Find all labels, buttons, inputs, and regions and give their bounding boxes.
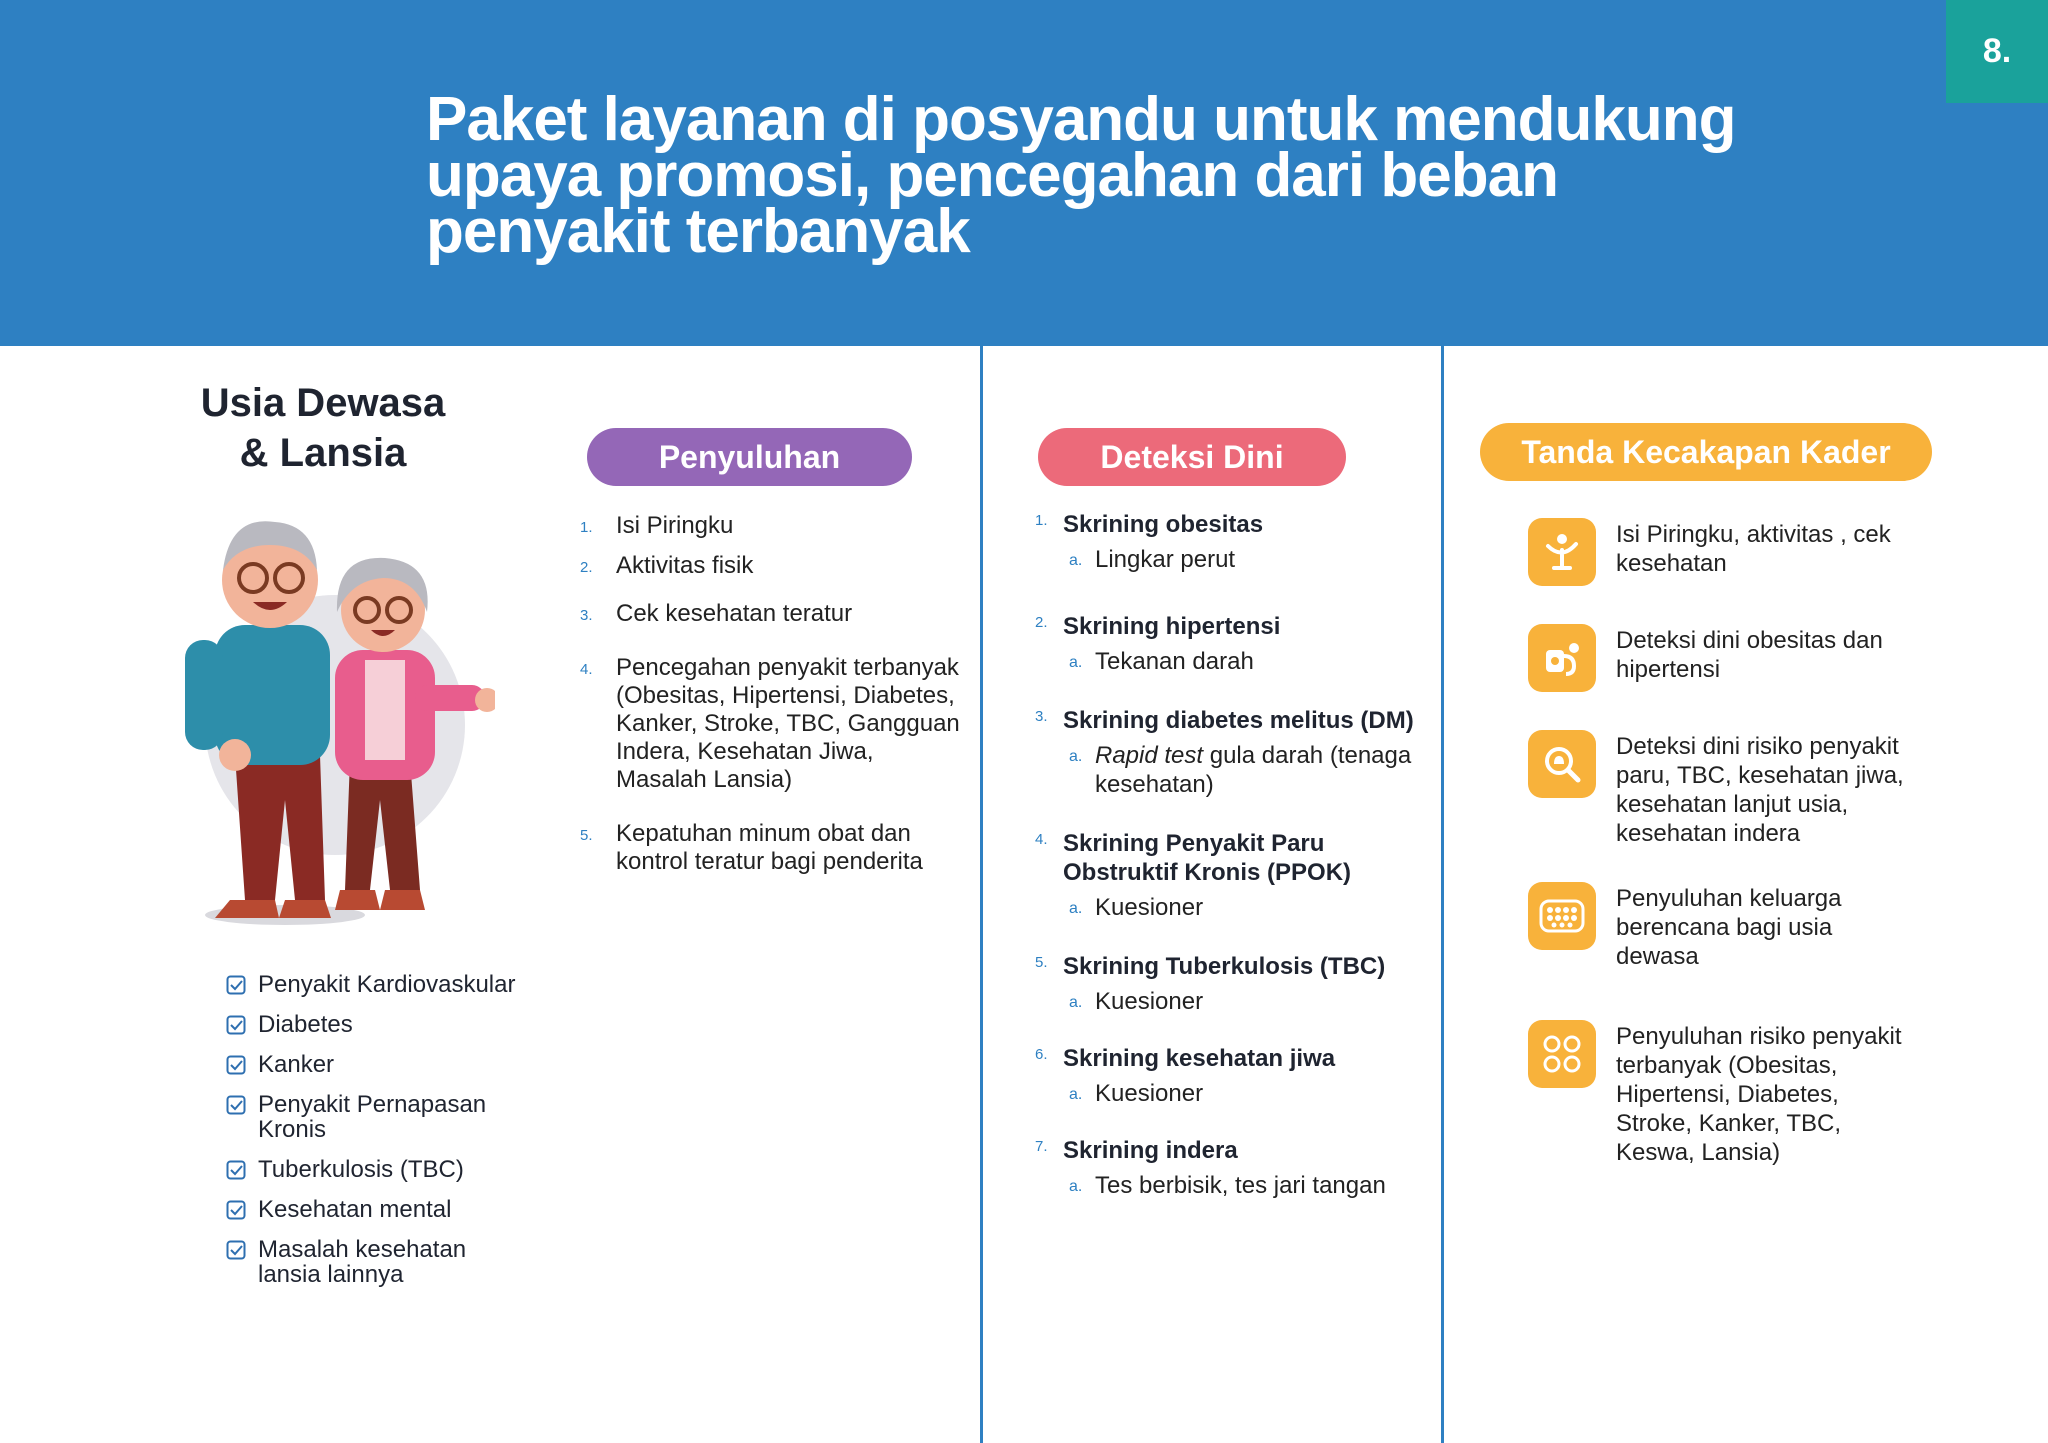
disease-label: Penyakit Kardiovaskular [258,971,516,998]
age-heading-line-1: Usia Dewasa [200,381,446,425]
screening-method [1063,545,1435,574]
item-text: Pencegahan penyakit terbanyak (Obesitas, Hipertensi, Diabetes, Kanker, Stroke, TBC, Gangguan Indera, Kesehatan Jiwa, Masalah Lansia) [616,654,960,793]
checkbox-icon [226,1200,246,1220]
method-text: Lingkar perut [1095,546,1236,573]
checkbox-icon [226,1160,246,1180]
kader-item [1528,882,1908,971]
method-text: Kuesioner [1095,894,1204,921]
kader-text: Deteksi dini obesitas dan hipertensi [1616,627,1883,683]
kader-text: Isi Piringku, aktivitas , cek kesehatan [1616,521,1891,577]
item-number: 4. [580,661,593,678]
penyuluhan-pill: Penyuluhan [587,428,912,486]
page-title [426,85,1846,266]
method-text: Kuesioner [1095,1080,1204,1107]
list-item [226,1157,526,1182]
list-item [1035,1136,1435,1200]
method-italic-text: Rapid test [1095,742,1204,769]
sub-letter: a. [1069,900,1083,917]
disease-list [226,972,526,1302]
screening-title: Skrining Tuberkulosis (TBC) [1063,953,1386,980]
age-heading-line-2: & Lansia [239,431,407,475]
screening-title: Skrining indera [1063,1137,1238,1164]
list-item [226,1092,526,1142]
tanda-kecakapan-kader-pill: Tanda Kecakapan Kader [1480,423,1932,481]
item-number: 1. [580,519,593,536]
item-number: 3. [1035,708,1048,725]
screening-method [1063,741,1435,799]
disease-label: Kesehatan mental [258,1196,452,1223]
method-text: gula darah (tenaga kesehatan) [1095,742,1412,798]
screening-title: Skrining kesehatan jiwa [1063,1045,1336,1072]
list-item [226,1197,526,1222]
checkbox-icon [226,1095,246,1115]
disease-label: Tuberkulosis (TBC) [258,1156,464,1183]
sub-letter: a. [1069,1178,1083,1195]
sub-letter: a. [1069,552,1083,569]
disease-label: Diabetes [258,1011,353,1038]
column-divider [980,346,983,1443]
list-item [1035,952,1435,1016]
screening-method [1063,1079,1435,1108]
screening-method [1063,1171,1435,1200]
list-item [226,1052,526,1077]
list-item [580,552,960,580]
screening-title: Skrining Penyakit Paru Obstruktif Kronis (PPOK) [1063,830,1352,886]
item-number: 3. [580,607,593,624]
item-number: 5. [1035,954,1048,971]
list-item [1035,510,1435,574]
disease-label: Penyakit Pernapasan Kronis [258,1091,487,1143]
sub-letter: a. [1069,748,1083,765]
list-item [1035,1044,1435,1108]
family-faces-icon [1528,1020,1596,1088]
deteksi-dini-pill: Deteksi Dini [1038,428,1346,486]
magnifier-lungs-icon [1528,730,1596,798]
sub-letter: a. [1069,1086,1083,1103]
kader-item [1528,730,1908,848]
item-text: Aktivitas fisik [616,552,754,579]
deteksi-dini-list [1035,510,1435,1200]
screening-title: Skrining diabetes melitus (DM) [1063,707,1414,734]
list-item [1035,706,1435,799]
item-number: 1. [1035,512,1048,529]
list-item [580,512,960,540]
elderly-couple-illustration [175,500,495,940]
checkbox-icon [226,1055,246,1075]
checkbox-icon [226,975,246,995]
contraceptive-pills-icon [1528,882,1596,950]
item-number: 4. [1035,831,1048,848]
penyuluhan-list [580,512,960,876]
list-item [1035,612,1435,676]
list-item [580,654,960,794]
column-divider [1441,346,1444,1443]
item-number: 5. [580,827,593,844]
screening-method [1063,987,1435,1016]
nutrition-activity-icon [1528,518,1596,586]
sub-letter: a. [1069,654,1083,671]
kader-text: Penyuluhan keluarga berencana bagi usia dewasa [1616,885,1842,970]
disease-label: Masalah kesehatan lansia lainnya [258,1236,467,1288]
disease-label: Kanker [258,1051,335,1078]
list-item [226,972,526,997]
title-line-2: upaya promosi, pencegahan dari beban [426,141,1558,210]
list-item [226,1012,526,1037]
kader-text: Deteksi dini risiko penyakit paru, TBC, kesehatan jiwa, kesehatan lanjut usia, kesehatan indera [1616,733,1904,847]
blood-pressure-icon [1528,624,1596,692]
item-number: 2. [1035,614,1048,631]
checkbox-icon [226,1240,246,1260]
item-number: 2. [580,559,593,576]
item-number: 6. [1035,1046,1048,1063]
item-number: 7. [1035,1138,1048,1155]
page-number: 8. [1946,0,2048,103]
screening-title: Skrining obesitas [1063,511,1264,538]
screening-title: Skrining hipertensi [1063,613,1281,640]
list-item [580,600,960,628]
title-line-3: penyakit terbanyak [426,197,970,266]
header-banner [0,0,2048,346]
screening-method [1063,893,1435,922]
item-text: Isi Piringku [616,512,734,539]
sub-letter: a. [1069,994,1083,1011]
kader-item [1528,624,1908,692]
kader-item [1528,518,1908,586]
checkbox-icon [226,1015,246,1035]
kader-item [1528,1020,1908,1167]
item-text: Kepatuhan minum obat dan kontrol teratur bagi penderita [616,820,923,875]
kader-text: Penyuluhan risiko penyakit terbanyak (Obesitas, Hipertensi, Diabetes, Stroke, Kanker, TBC, Keswa, Lansia) [1616,1023,1902,1166]
method-text: Kuesioner [1095,988,1204,1015]
age-group-heading [180,378,466,478]
screening-method [1063,647,1435,676]
title-line-1: Paket layanan di posyandu untuk mendukung [426,85,1736,154]
method-text: Tes berbisik, tes jari tangan [1095,1172,1386,1199]
list-item [1035,829,1435,922]
item-text: Cek kesehatan teratur [616,600,853,627]
list-item [226,1237,526,1287]
method-text: Tekanan darah [1095,648,1254,675]
list-item [580,820,960,876]
